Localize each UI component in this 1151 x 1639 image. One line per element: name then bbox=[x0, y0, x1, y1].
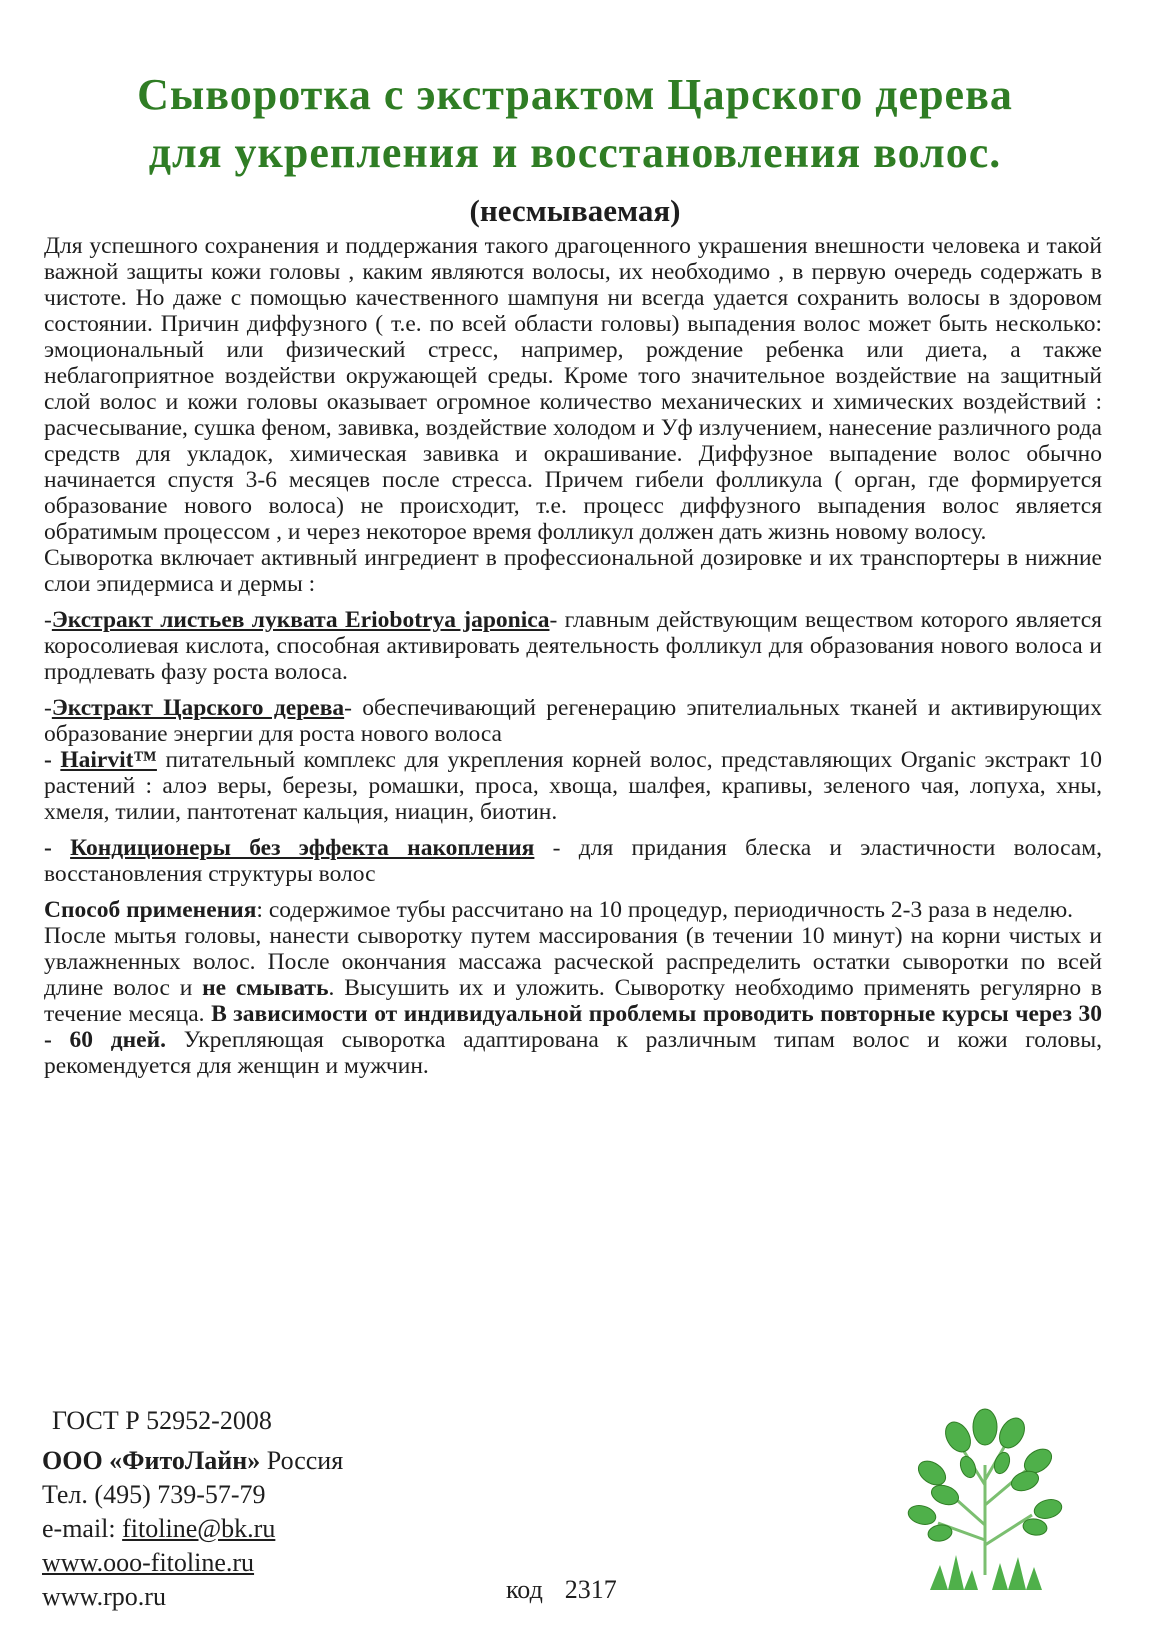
company-line bbox=[42, 1444, 343, 1478]
code-value: 2317 bbox=[564, 1575, 617, 1604]
usage-paragraph bbox=[44, 897, 1102, 923]
website-link[interactable]: www.ooo-fitoline.ru bbox=[42, 1548, 255, 1577]
subtitle: (несмываемая) bbox=[469, 193, 681, 228]
intro-paragraph: Для успешного сохранения и поддержания такого драгоценного украшения внешности человека и такой важной защиты кожи головы , каким являются волосы, их необходимо , в первую очередь содержать в чистоте. Но даже с помощью качественного шампуня ни всегда удается сохранить волосы в здоровом состоянии. Причин диффузного ( т.е. по всей области головы) выпадения волос может быть несколько: эмоциональный или физический стресс, например, рождение ребенка или диета, а также неблагоприятное воздействи окружающей среды. Кроме того значительное воздействие на защитный слой волос и кожи головы оказывает огромное количество механических и химических воздействий : расчесывание, сушка феном, завивка, воздействие холодом и Уф излучением, нанесение различного рода средств для укладок, химическая завивка и окрашивание. Диффузное выпадение волос обычно начинается спустя 3-6 месяцев после стресса. Причем гибели фолликула ( орган, где формируется образование нового волоса) не происходит, т.е. процесс диффузного выпадения волос является обратимым процессом , и через некоторое время фолликул должен дать жизнь новому волосу. bbox=[44, 233, 1102, 545]
tree-logo-icon bbox=[900, 1405, 1070, 1595]
title-line-2: для укрепления и восстановления волос. bbox=[148, 128, 1002, 177]
gost-standard: ГОСТ Р 52952-2008 bbox=[52, 1406, 272, 1435]
email-link[interactable]: fitoline@bk.ru bbox=[122, 1514, 276, 1543]
ingredient-name: Экстракт Царского дерева bbox=[51, 695, 345, 721]
composition-intro: Сыворотка включает активный ингредиент в профессиональной дозировке и их транспортеры в нижние слои эпидермиса и дермы : bbox=[44, 545, 1102, 597]
ingredient-item: -Экстракт Царского дерева- обеспечивающий регенерацию эпителиальных тканей и активирующих образование энергии для роста нового волоса bbox=[44, 695, 1102, 747]
website-link-2[interactable]: www.rpo.ru bbox=[42, 1582, 166, 1611]
footer-contacts bbox=[42, 1404, 343, 1614]
usage-text: : содержимое тубы рассчитано на 10 процедур, периодичность 2-3 раза в неделю. bbox=[256, 897, 1074, 923]
ingredient-text: - главным действующим веществом которого является коросолиевая кислота, способная активировать деятельность фолликул для образования нового волоса и продлевать фазу роста волоса. bbox=[44, 607, 1102, 685]
ingredient-item: - Кондиционеры без эффекта накопления - для придания блеска и эластичности волосам, восстановления структуры волос bbox=[44, 835, 1102, 887]
body-text bbox=[44, 233, 1102, 1079]
ingredient-item: -Экстракт листьев луквата Eriobotrya japonica- главным действующим веществом которого является коросолиевая кислота, способная активировать деятельность фолликул для образования нового волоса и продлевать фазу роста волоса. bbox=[44, 607, 1102, 685]
usage-label: Способ применения bbox=[44, 897, 257, 923]
phone: Тел. (495) 739-57-79 bbox=[42, 1480, 266, 1509]
company-name: ООО «ФитоЛайн» bbox=[42, 1446, 261, 1475]
ingredient-name: Кондиционеры без эффекта накопления bbox=[70, 835, 535, 861]
ingredient-text: - обеспечивающий регенерацию эпителиальных тканей и активирующих образование энергии для роста нового волоса bbox=[44, 695, 1102, 747]
product-code bbox=[506, 1575, 617, 1605]
code-label: код bbox=[506, 1575, 543, 1604]
company-country: Россия bbox=[260, 1446, 344, 1475]
ingredient-text: питательный комплекс для укрепления корней волос, представляющих Organic экстракт 10 растений : алоэ веры, березы, ромашки, проса, хвоща, шалфея, крапивы, зеленого чая, лопуха, хны, хмеля, тилии, пантотенат кальция, ниацин, биотин. bbox=[44, 747, 1102, 825]
ingredient-name: Hairvit™ bbox=[60, 747, 157, 773]
page-title bbox=[40, 66, 1110, 182]
ingredient-text: - для придания блеска и эластичности волосам, восстановления структуры волос bbox=[44, 835, 1102, 887]
title-line-1: Сыворотка с экстрактом Царского дерева bbox=[137, 70, 1013, 119]
ingredient-item: - Hairvit™ питательный комплекс для укрепления корней волос, представляющих Organic экстракт 10 растений : алоэ веры, березы, ромашки, проса, хвоща, шалфея, крапивы, зеленого чая, лопуха, хны, хмеля, тилии, пантотенат кальция, ниацин, биотин. bbox=[44, 747, 1102, 825]
instructions-paragraph: После мытья головы, нанести сыворотку путем массирования (в течении 10 минут) на корни чистых и увлажненных волос. После окончания массажа расческой распределить остатки сыворотки по всей длине волос и не смывать. Высушить их и уложить. Сыворотку необходимо применять регулярно в течение месяца. В зависимости от индивидуальной проблемы проводить повторные курсы через 30 - 60 дней. Укрепляющая сыворотка адаптирована к различным типам волос и кожи головы, рекомендуется для женщин и мужчин. bbox=[44, 923, 1103, 1079]
ingredient-name: Экстракт листьев луквата Eriobotrya japonica bbox=[51, 607, 550, 633]
email-line: e-mail: fitoline@bk.ru bbox=[42, 1514, 276, 1543]
